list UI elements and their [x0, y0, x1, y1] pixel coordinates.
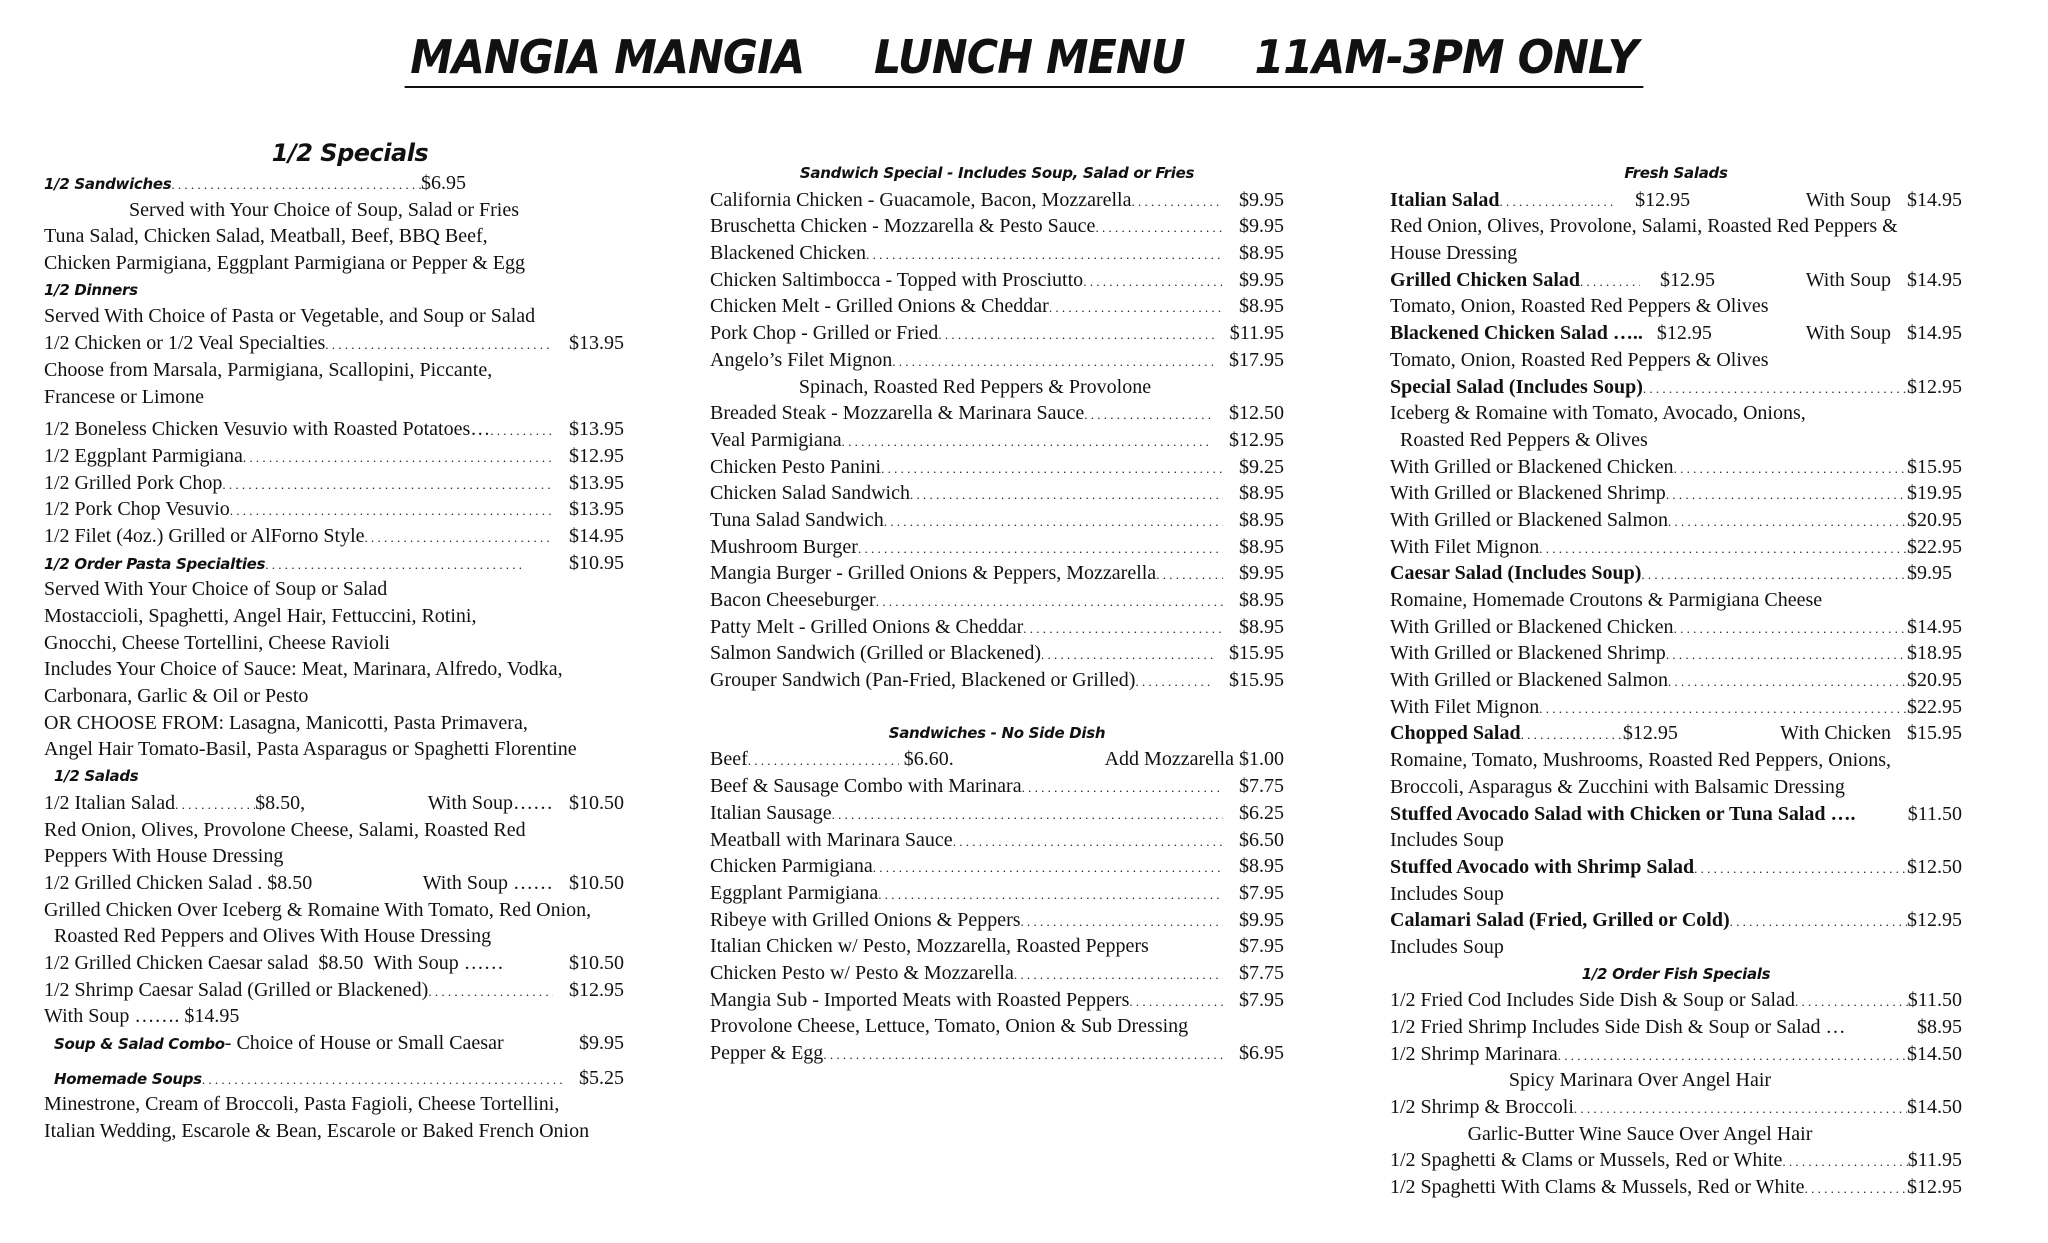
menu-item: Chopped Salad . . . $12.95 With Chicken $15.95	[1390, 720, 1962, 747]
menu-item: Veal Parmigiana . . . $12.95	[710, 427, 1284, 454]
menu-item: 1/2 Filet (4oz.) Grilled or AlForno Style . . . $14.95	[44, 523, 624, 550]
salad-desc: House Dressing	[1390, 242, 1518, 265]
soups-line: Minestrone, Cream of Broccoli, Pasta Fagioli, Cheese Tortellini,	[44, 1093, 560, 1116]
menu-item: 1/2 Grilled Chicken Caesar salad $8.50 With Soup …… $10.50	[44, 951, 624, 974]
salad-desc: Grilled Chicken Over Iceberg & Romaine With Tomato, Red Onion,	[44, 898, 592, 921]
menu-item: Beef & Sausage Combo with Marinara . . . $7.75	[710, 773, 1284, 800]
menu-item: Italian Chicken w/ Pesto, Mozzarella, Roasted Peppers $7.95	[710, 935, 1284, 958]
menu-item: Breaded Steak - Mozzarella & Marinara Sauce . . . $12.50	[710, 400, 1284, 427]
menu-item: 1/2 Pork Chop Vesuvio . . . $13.95	[44, 496, 624, 523]
menu-item: Blackened Chicken . . . $8.95	[710, 240, 1284, 267]
menu-item: Italian Salad . . . $12.95 With Soup $14.95	[1390, 187, 1962, 214]
menu-item: 1/2 Spaghetti With Clams & Mussels, Red or White . . . $12.95	[1390, 1174, 1962, 1201]
column-half-specials	[44, 136, 656, 1145]
column-sandwiches	[710, 160, 1284, 1067]
menu-item: 1/2 Shrimp Marinara . . . $14.50	[1390, 1041, 1962, 1068]
menu-item: 1/2 Fried Cod Includes Side Dish & Soup or Salad . . . $11.50	[1390, 987, 1962, 1014]
menu-item: 1/2 Fried Shrimp Includes Side Dish & Soup or Salad … $8.95	[1390, 1016, 1962, 1038]
salad-desc: Includes Soup	[1390, 882, 1504, 905]
menu-item: With Grilled or Blackened Chicken . . . $14.95	[1390, 614, 1962, 641]
homemade-soups-row: Homemade Soups . . . $5.25	[44, 1065, 624, 1092]
menu-item: 1/2 Eggplant Parmigiana . . . $12.95	[44, 443, 624, 470]
salad-desc: Tomato, Onion, Roasted Red Peppers & Olives	[1390, 348, 1769, 371]
pasta-line: Includes Your Choice of Sauce: Meat, Marinara, Alfredo, Vodka,	[44, 658, 563, 681]
menu-item: Pork Chop - Grilled or Fried . . . $11.95	[710, 320, 1284, 347]
menu-item: With Filet Mignon . . . $22.95	[1390, 694, 1962, 721]
menu-item: Tuna Salad Sandwich . . . $8.95	[710, 507, 1284, 534]
pasta-line: Mostaccioli, Spaghetti, Angel Hair, Fettuccini, Rotini,	[44, 605, 477, 627]
menu-item: Eggplant Parmigiana . . . $7.95	[710, 880, 1284, 907]
salad-desc: Red Onion, Olives, Provolone Cheese, Salami, Roasted Red	[44, 818, 526, 841]
salad-desc: Tomato, Onion, Roasted Red Peppers & Olives	[1390, 295, 1769, 318]
menu-item: Chicken Pesto Panini . . . $9.25	[710, 454, 1284, 481]
salad-desc: Iceberg & Romaine with Tomato, Avocado, Onions,	[1390, 402, 1806, 425]
dinners-served: Served With Choice of Pasta or Vegetable, and Soup or Salad	[44, 305, 536, 328]
menu-item: 1/2 Grilled Chicken Salad . $8.50 With Soup …… $10.50	[44, 871, 624, 894]
pasta-heading-row: 1/2 Order Pasta Specialties . . . $10.95	[44, 550, 624, 577]
salad-desc: Romaine, Homemade Croutons & Parmigiana Cheese	[1390, 589, 1823, 611]
menu-item: With Grilled or Blackened Salmon . . . $20.95	[1390, 507, 1962, 534]
soups-line: Italian Wedding, Escarole & Bean, Escarole or Baked French Onion	[44, 1120, 590, 1143]
sandwiches-line: Tuna Salad, Chicken Salad, Meatball, Beef, BBQ Beef,	[44, 225, 488, 248]
menu-item: 1/2 Boneless Chicken Vesuvio with Roasted Potatoes… . . . $13.95	[44, 416, 624, 443]
menu-item: With Grilled or Blackened Shrimp . . . $18.95	[1390, 640, 1962, 667]
fish-desc: Garlic-Butter Wine Sauce Over Angel Hair	[1467, 1122, 1813, 1145]
pasta-line: Carbonara, Garlic & Oil or Pesto	[44, 685, 309, 708]
salad-desc: Peppers With House Dressing	[44, 845, 284, 868]
menu-item: With Grilled or Blackened Shrimp . . . $19.95	[1390, 480, 1962, 507]
pasta-line: Served With Your Choice of Soup or Salad	[44, 578, 388, 601]
menu-title: MANGIA MANGIA LUNCH MENU 11AM-3PM ONLY	[0, 30, 2048, 88]
menu-item: Mangia Burger - Grilled Onions & Peppers, Mozzarella . . . $9.95	[710, 560, 1284, 587]
half-salads-heading: 1/2 Salads	[54, 767, 139, 786]
menu-item: 1/2 Spaghetti & Clams or Mussels, Red or White . . . $11.95	[1390, 1147, 1962, 1174]
menu-item: Chicken Pesto w/ Pesto & Mozzarella . . . $7.75	[710, 960, 1284, 987]
menu-item: 1/2 Italian Salad . . . $8.50, With Soup…… $10.50	[44, 790, 624, 817]
column-salads-fish	[1390, 160, 1962, 1201]
menu-item: Italian Sausage . . . $6.25	[710, 800, 1284, 827]
fresh-salads-heading: Fresh Salads	[1624, 164, 1728, 182]
dinners-choose: Francese or Limone	[44, 385, 204, 408]
half-specials-heading: 1/2 Specials	[271, 139, 429, 167]
sandwiches-line: Chicken Parmigiana, Eggplant Parmigiana or Pepper & Egg	[44, 252, 525, 275]
menu-item: With Grilled or Blackened Salmon . . . $20.95	[1390, 667, 1962, 694]
menu-item: Angelo’s Filet Mignon . . . $17.95	[710, 347, 1284, 374]
menu-item: California Chicken - Guacamole, Bacon, Mozzarella . . . $9.95	[710, 187, 1284, 214]
salad-desc: Includes Soup	[1390, 935, 1504, 958]
salad-desc: Roasted Red Peppers and Olives With House Dressing	[54, 925, 492, 948]
pasta-line: OR CHOOSE FROM: Lasagna, Manicotti, Pasta Primavera,	[44, 711, 528, 734]
menu-item: 1/2 Chicken or 1/2 Veal Specialties . . . $13.95	[44, 330, 624, 357]
sandwiches-served: Served with Your Choice of Soup, Salad or Fries	[129, 198, 519, 221]
menu-item: Mangia Sub - Imported Meats with Roasted Peppers . . . $7.95	[710, 987, 1284, 1014]
menu-item: Bruschetta Chicken - Mozzarella & Pesto Sauce . . . $9.95	[710, 213, 1284, 240]
menu-item: Chicken Parmigiana . . . $8.95	[710, 853, 1284, 880]
menu-item: 1/2 Shrimp Caesar Salad (Grilled or Blackened) . . . $12.95	[44, 977, 624, 1004]
menu-item: Calamari Salad (Fried, Grilled or Cold) . . . $12.95	[1390, 907, 1962, 934]
half-dinners-heading: 1/2 Dinners	[44, 280, 138, 299]
salad-desc: Red Onion, Olives, Provolone, Salami, Roasted Red Peppers &	[1390, 215, 1898, 238]
menu-item: With Filet Mignon . . . $22.95	[1390, 534, 1962, 561]
menu-item: Ribeye with Grilled Onions & Peppers . . . $9.95	[710, 907, 1284, 934]
soup-salad-combo-row: Soup & Salad Combo - Choice of House or Small Caesar $9.95	[54, 1032, 624, 1054]
menu-item: Stuffed Avocado Salad with Chicken or Tuna Salad …. $11.50	[1390, 802, 1962, 825]
menu-item: Blackened Chicken Salad ….. $12.95 With Soup $14.95	[1390, 322, 1962, 345]
salad-desc: Broccoli, Asparagus & Zucchini with Balsamic Dressing	[1390, 775, 1845, 798]
salad-soup-price: With Soup ……. $14.95	[44, 1005, 240, 1028]
menu-item: Caesar Salad (Includes Soup) . . . $9.95	[1390, 560, 1962, 587]
menu-item: 1/2 Shrimp & Broccoli . . . $14.50	[1390, 1094, 1962, 1121]
menu-item: Patty Melt - Grilled Onions & Cheddar . . . $8.95	[710, 614, 1284, 641]
pasta-line: Angel Hair Tomato-Basil, Pasta Asparagus or Spaghetti Florentine	[44, 738, 577, 761]
dinners-choose: Choose from Marsala, Parmigiana, Scallopini, Piccante,	[44, 358, 493, 381]
menu-item: Chicken Melt - Grilled Onions & Cheddar . . . $8.95	[710, 293, 1284, 320]
menu-item: Grilled Chicken Salad . . . $12.95 With Soup $14.95	[1390, 267, 1962, 294]
menu-item: Mushroom Burger . . . $8.95	[710, 534, 1284, 561]
salad-desc: Romaine, Tomato, Mushrooms, Roasted Red Peppers, Onions,	[1390, 749, 1891, 772]
fish-specials-heading: 1/2 Order Fish Specials	[1581, 964, 1771, 983]
sandwich-special-heading: Sandwich Special - Includes Soup, Salad or Fries	[799, 164, 1195, 182]
menu-item: Bacon Cheeseburger . . . $8.95	[710, 587, 1284, 614]
half-sandwiches-row: 1/2 Sandwiches . . . $6.95	[44, 170, 656, 197]
menu-item: Special Salad (Includes Soup) . . . $12.95	[1390, 374, 1962, 401]
menu-item: Grouper Sandwich (Pan-Fried, Blackened or Grilled) . . . $15.95	[710, 667, 1284, 694]
fish-desc: Spicy Marinara Over Angel Hair	[1508, 1069, 1772, 1092]
no-side-dish-heading: Sandwiches - No Side Dish	[888, 723, 1106, 742]
menu-item: Salmon Sandwich (Grilled or Blackened) . . . $15.95	[710, 640, 1284, 667]
filet-desc: Spinach, Roasted Red Peppers & Provolone	[798, 375, 1152, 398]
menu-item: With Grilled or Blackened Chicken . . . $15.95	[1390, 454, 1962, 481]
salad-desc: Roasted Red Peppers & Olives	[1400, 428, 1648, 451]
menu-item: Chicken Salad Sandwich . . . $8.95	[710, 480, 1284, 507]
menu-item: Beef . . . $6.60. Add Mozzarella $1.00	[710, 746, 1284, 773]
sub-desc: Provolone Cheese, Lettuce, Tomato, Onion & Sub Dressing	[710, 1015, 1189, 1038]
menu-item: Pepper & Egg . . . $6.95	[710, 1040, 1284, 1067]
pasta-line: Gnocchi, Cheese Tortellini, Cheese Ravioli	[44, 631, 390, 654]
salad-desc: Includes Soup	[1390, 829, 1504, 852]
menu-item: 1/2 Grilled Pork Chop . . . $13.95	[44, 470, 624, 497]
menu-item: Chicken Saltimbocca - Topped with Prosciutto . . . $9.95	[710, 267, 1284, 294]
menu-item: Stuffed Avocado with Shrimp Salad . . . $12.50	[1390, 854, 1962, 881]
menu-item: Meatball with Marinara Sauce . . . $6.50	[710, 827, 1284, 854]
